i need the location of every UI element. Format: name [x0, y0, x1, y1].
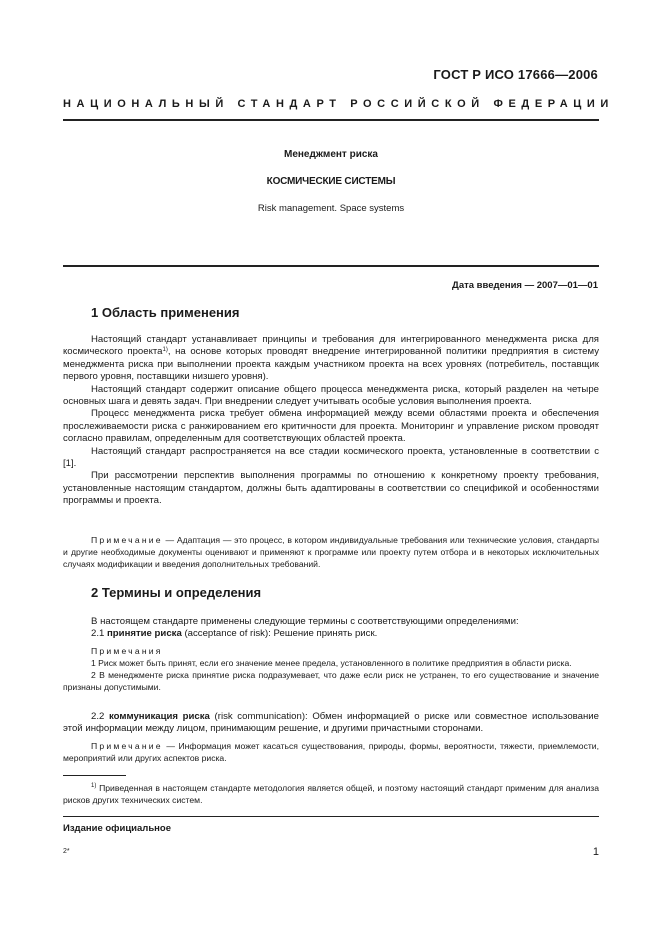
footer-rule — [63, 816, 599, 817]
document-id: ГОСТ Р ИСО 17666—2006 — [433, 67, 598, 82]
term-name: коммуникация риска — [108, 711, 210, 722]
section-2-heading: 2 Термины и определения — [91, 585, 262, 600]
footnote-rule — [63, 775, 126, 776]
text-run: Настоящий стандарт устанавливает принципы и требования для интегрированного менеджмента риска для космического проекта — [63, 334, 599, 358]
note-text: — Информация может касаться существования, природы, формы, вероятности, тяжести, приемлемости, мероприятий или других аспектов риска. — [63, 741, 599, 763]
note-text: — Адаптация — это процесс, в котором индивидуальные требования или технические условия, стандарты и другие необходимые документы оценивают и применяют к программе или проекту путем отбора и в некоторых исключительных случаях модификации и введения дополнительных требований. — [63, 535, 599, 569]
edition-label: Издание официальное — [63, 823, 171, 834]
sheet-mark: 2* — [63, 848, 70, 855]
paragraph — [63, 334, 599, 384]
footnote-text: Приведенная в настоящем стандарте методология является общей, и поэтому настоящий стандарт применим для анализа рисков других технических систем. — [63, 783, 599, 805]
paragraph: Настоящий стандарт содержит описание общего процесса менеджмента риска, который разделен на четыре основных шага и девять задач. При внедрении следует учитывать особые условия выполнения проекта. — [63, 383, 599, 408]
page-number: 1 — [592, 846, 599, 858]
title-rule — [63, 265, 599, 267]
text-run: , на основе которых проводят внедрение интегрированной политики предприятия в систему менеджмента риска при выполнении проекта каждым участником проекта на всех уровнях (потребитель, поставщик первого уровня, поставщики низшего уровня). — [63, 346, 599, 383]
footnote — [63, 782, 599, 806]
term-definition: (acceptance of risk): Решение принять риск. — [181, 628, 378, 640]
note-2: 2 В менеджменте риска принятие риска подразумевает, что даже если риск не устранен, то его существование и значение признаны допустимыми. — [63, 670, 599, 692]
document-subtitle: КОСМИЧЕСКИЕ СИСТЕМЫ — [266, 176, 396, 187]
section-2-body — [63, 616, 599, 641]
english-title: Risk management. Space systems — [257, 203, 405, 214]
term-2-2 — [63, 711, 599, 736]
term-2-1 — [63, 628, 599, 640]
header-rule — [63, 119, 599, 121]
standard-name: НАЦИОНАЛЬНЫЙ СТАНДАРТ РОССИЙСКОЙ ФЕДЕРАЦИИ — [63, 98, 614, 110]
document-subject: Менеджмент риска — [284, 149, 378, 160]
term-definition: (risk communication): Обмен информацией о риске или совместное использование этой информации между лицом, принимающим решение, и другими причастными сторонами. — [63, 711, 599, 735]
term-name: принятие риска — [107, 628, 182, 640]
footnote-mark: 1) — [91, 783, 97, 789]
note-label: Примечание — [91, 741, 163, 751]
paragraph: При рассмотрении перспектив выполнения программы по отношению к конкретному проекту требования, установленные настоящим стандартом, должны быть адаптированы в соответствии со спецификой и особенностями программы и проекта. — [63, 470, 599, 507]
intro-date: Дата введения — 2007—01—01 — [452, 280, 598, 291]
section-1-heading: 1 Область применения — [91, 305, 240, 320]
section-1-note — [63, 534, 599, 570]
term-2-2-note — [63, 740, 599, 764]
paragraph: Настоящий стандарт распространяется на все стадии космического проекта, установленные в соответствии с [1]. — [63, 445, 599, 470]
section-1-body — [63, 334, 599, 508]
footnote-ref[interactable]: 1) — [162, 347, 168, 354]
notes-label: Примечания — [91, 646, 163, 656]
paragraph: В настоящем стандарте применены следующие термины с соответствующими определениями: — [91, 616, 519, 627]
note-label: Примечание — [91, 535, 163, 545]
note-1: 1 Риск может быть принят, если его значение менее предела, установленного в политике предприятия в области риска. — [91, 658, 572, 668]
term-number: 2.1 — [91, 628, 108, 640]
paragraph: Процесс менеджмента риска требует обмена информацией между всеми областями проекта и обеспечения прослеживаемости риска с ранжированием его критичности для проекта. Мониторинг и управление риском проводят согласно правилам, определенным для соответствующих областей проекта. — [63, 408, 599, 445]
section-2-notes — [63, 645, 599, 693]
term-number: 2.2 — [91, 711, 109, 722]
